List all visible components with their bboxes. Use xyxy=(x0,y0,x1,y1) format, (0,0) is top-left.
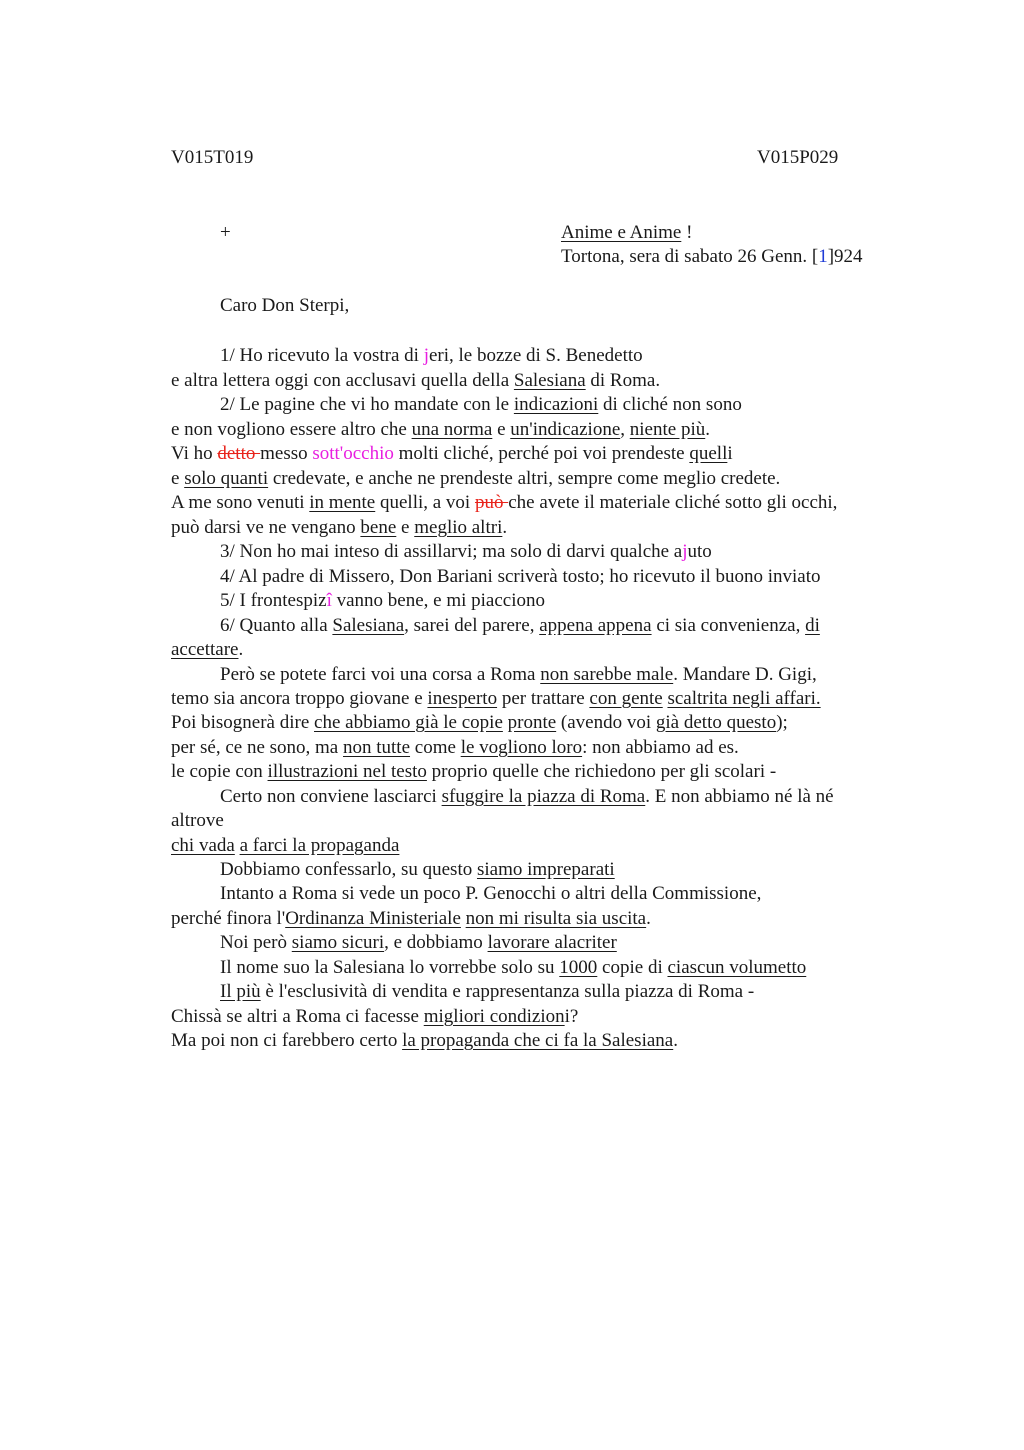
line-text: proprio quelle che richiedono per gli scolari - xyxy=(426,761,777,782)
line-text: . xyxy=(673,1030,678,1051)
inserted-text: j xyxy=(423,345,429,366)
letter-line xyxy=(171,1029,678,1053)
line-text: Ma poi non ci farebbero certo xyxy=(171,1030,403,1051)
line-text: Poi bisognerà dire xyxy=(171,712,315,733)
underlined-text: bene xyxy=(360,517,397,538)
line-text: messo xyxy=(260,443,313,464)
line-text: Però se potete farci voi una corsa a Roma xyxy=(220,664,541,685)
salutation: Caro Don Sterpi, xyxy=(220,295,350,316)
letter-line xyxy=(171,736,739,760)
underlined-text: 1000 xyxy=(559,957,598,978)
underlined-text: le vogliono loro xyxy=(460,737,583,758)
underlined-text: meglio altri xyxy=(414,517,503,538)
place-date-year: ]924 xyxy=(827,246,863,267)
underlined-text: accettare xyxy=(171,639,239,660)
line-text: Chissà se altri a Roma ci facesse xyxy=(171,1006,424,1027)
line-text: , e dobbiamo xyxy=(384,932,488,953)
letter-title-text: Anime e Anime xyxy=(561,222,682,243)
letter-line xyxy=(171,834,399,858)
underlined-text: non tutte xyxy=(343,737,411,758)
letter-line xyxy=(171,809,224,833)
underlined-text: appena appena xyxy=(539,615,652,636)
underlined-text: non sarebbe male xyxy=(540,664,674,685)
line-text: uto xyxy=(687,541,712,562)
line-text: altrove xyxy=(171,810,224,831)
line-text: temo sia ancora troppo giovane e xyxy=(171,688,428,709)
line-text: 6/ Quanto alla xyxy=(220,615,333,636)
place-date-text: Tortona, sera di sabato 26 Genn. [ xyxy=(561,246,819,267)
line-text: le copie con xyxy=(171,761,268,782)
line-text: i? xyxy=(564,1006,579,1027)
letter-line xyxy=(220,785,834,809)
letter-line xyxy=(220,393,742,417)
cross-mark: + xyxy=(220,222,231,243)
line-text: e non vogliono essere altro che xyxy=(171,419,412,440)
line-text: A me sono venuti xyxy=(171,492,310,513)
line-text: copie di xyxy=(597,957,668,978)
line-text: Dobbiamo confessarlo, su questo xyxy=(220,859,477,880)
line-text: molti cliché, perché poi voi prendeste xyxy=(393,443,690,464)
letter-line xyxy=(220,931,617,955)
line-text: per trattare xyxy=(497,688,590,709)
line-text: . Mandare D. Gigi, xyxy=(673,664,817,685)
letter-title xyxy=(561,222,692,244)
underlined-text: di xyxy=(805,615,820,636)
line-text: 4/ Al padre di Missero, Don Bariani scriverà tosto; ho ricevuto il buono inviato xyxy=(220,566,821,587)
line-text: quelli, a voi xyxy=(375,492,475,513)
line-text: credevate, e anche ne prendeste altri, sempre come meglio credete. xyxy=(268,468,781,489)
place-date xyxy=(561,246,863,268)
line-text: Noi però xyxy=(220,932,292,953)
line-text: eri, le bozze di S. Benedetto xyxy=(428,345,643,366)
line-text: vanno bene, e mi piacciono xyxy=(331,590,546,611)
line-text: , sarei del parere, xyxy=(404,615,540,636)
underlined-text: un'indicazione xyxy=(510,419,621,440)
underlined-text: inesperto xyxy=(427,688,498,709)
underlined-text: illustrazioni nel testo xyxy=(267,761,427,782)
underlined-text: indicazioni xyxy=(513,394,599,415)
underlined-text: Salesiana xyxy=(332,615,405,636)
inserted-text: j xyxy=(682,541,688,562)
line-text: 5/ I frontespiz xyxy=(220,590,327,611)
letter-line xyxy=(171,516,507,540)
deleted-text: detto xyxy=(217,443,261,464)
line-text: può darsi ve ne vengano xyxy=(171,517,361,538)
underlined-text: con gente xyxy=(589,688,663,709)
underlined-text: già detto questo xyxy=(655,712,777,733)
letter-line xyxy=(171,418,710,442)
line-text: Il nome suo la Salesiana lo vorrebbe solo su xyxy=(220,957,560,978)
underlined-text: quell xyxy=(689,443,728,464)
underlined-text: siamo sicuri xyxy=(291,932,385,953)
underlined-text: ciascun volumetto xyxy=(667,957,807,978)
line-text: . xyxy=(646,908,651,929)
letter-line xyxy=(220,882,761,906)
underlined-text: chi vada xyxy=(171,835,235,856)
letter-line xyxy=(171,907,651,931)
line-text: è l'esclusività di vendita e rappresentanza sulla piazza di Roma - xyxy=(260,981,755,1002)
underlined-text: scaltrita negli affari. xyxy=(667,688,821,709)
line-text: Certo non conviene lasciarci xyxy=(220,786,442,807)
letter-title-suffix: ! xyxy=(681,222,693,243)
inserted-text: sott'occhio xyxy=(312,443,394,464)
underlined-text: Il più xyxy=(220,981,261,1002)
document-code-right: V015P029 xyxy=(757,147,839,168)
letter-line xyxy=(220,344,643,368)
line-text: e altra lettera oggi con acclusavi quella della xyxy=(171,370,514,391)
line-text: (avendo voi xyxy=(556,712,656,733)
letter-line xyxy=(220,663,817,687)
document-code-left: V015T019 xyxy=(171,147,254,168)
underlined-text: non mi risulta sia uscita xyxy=(465,908,647,929)
letter-line xyxy=(220,956,806,980)
inserted-text: î xyxy=(326,590,332,611)
line-text: perché finora l' xyxy=(171,908,286,929)
deleted-text: può xyxy=(474,492,509,513)
line-text: e xyxy=(171,468,185,489)
letter-line xyxy=(171,638,243,662)
line-text: : non abbiamo ad es. xyxy=(582,737,739,758)
letter-line xyxy=(171,369,660,393)
letter-line xyxy=(171,760,776,784)
line-text: di Roma. xyxy=(585,370,661,391)
letter-line xyxy=(220,614,820,638)
line-text: 2/ Le pagine che vi ho mandate con le xyxy=(220,394,514,415)
line-text: e xyxy=(492,419,511,440)
line-text: , xyxy=(620,419,630,440)
letter-line xyxy=(171,442,733,466)
line-text: per sé, ce ne sono, ma xyxy=(171,737,343,758)
underlined-text: migliori condizion xyxy=(423,1006,565,1027)
underlined-text: Ordinanza Ministeriale xyxy=(285,908,461,929)
editorial-insertion: 1 xyxy=(818,246,828,267)
line-text: e xyxy=(396,517,415,538)
letter-line xyxy=(220,540,712,564)
underlined-text: che abbiamo già le copie xyxy=(314,712,503,733)
line-text: . xyxy=(502,517,508,538)
underlined-text: in mente xyxy=(309,492,376,513)
letter-line xyxy=(171,687,821,711)
line-text: Vi ho xyxy=(171,443,218,464)
line-text: 1/ Ho ricevuto la vostra di xyxy=(220,345,424,366)
letter-line xyxy=(220,858,615,882)
underlined-text: sfuggire la piazza di Roma xyxy=(441,786,646,807)
letter-line xyxy=(171,491,837,515)
letter-line xyxy=(171,1005,578,1029)
letter-line xyxy=(220,565,821,589)
letter-line xyxy=(171,711,788,735)
line-text: ci sia convenienza, xyxy=(651,615,806,636)
line-text: 3/ Non ho mai inteso di assillarvi; ma solo di darvi qualche a xyxy=(220,541,683,562)
line-text: i xyxy=(727,443,733,464)
underlined-text: la propaganda che ci fa la Salesiana xyxy=(402,1030,674,1051)
underlined-text: una norma xyxy=(411,419,493,440)
line-text: Intanto a Roma si vede un poco P. Genocchi o altri della Commissione, xyxy=(220,883,762,904)
underlined-text: pronte xyxy=(507,712,557,733)
underlined-text: Salesiana xyxy=(513,370,586,391)
underlined-text: lavorare alacriter xyxy=(487,932,617,953)
underlined-text: niente più xyxy=(629,419,706,440)
line-text: . xyxy=(705,419,710,440)
underlined-text: a farci la propaganda xyxy=(239,835,400,856)
underlined-text: siamo impreparati xyxy=(476,859,615,880)
underlined-text: solo quanti xyxy=(184,468,269,489)
letter-line xyxy=(220,589,545,613)
line-text: ); xyxy=(776,712,788,733)
line-text: . xyxy=(238,639,244,660)
line-text: che avete il materiale cliché sotto gli occhi, xyxy=(508,492,838,513)
letter-line xyxy=(171,467,780,491)
line-text: come xyxy=(410,737,461,758)
letter-line xyxy=(220,980,754,1004)
line-text: . E non abbiamo né là né xyxy=(645,786,834,807)
line-text: di cliché non sono xyxy=(598,394,742,415)
